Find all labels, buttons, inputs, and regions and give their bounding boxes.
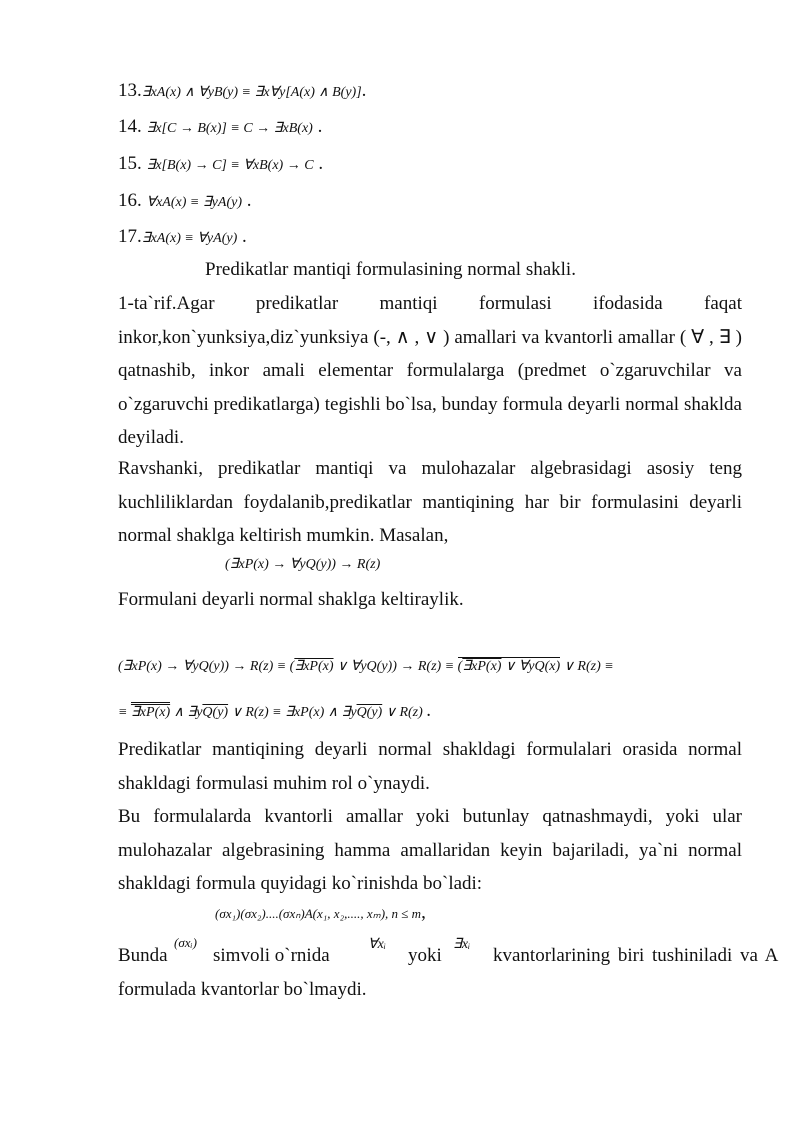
formula-13 [118,80,366,103]
bunda-text: kvantorlarining biri tushiniladi va A [493,945,779,966]
formula-16 [118,190,251,213]
bunda-line-2: formulada kvantorlar bo`lmaydi. [118,979,367,1000]
formula-number: 17. [118,226,142,247]
formula-14 [118,116,322,139]
formula-number: 16. [118,190,142,211]
formula-end: . [318,153,324,174]
formula-number: 15. [118,153,142,174]
paragraph-3: Formulani deyarli normal shaklga keltiraylik. [118,589,464,610]
derivation-line-1 [118,658,614,675]
normal-form-end: , [421,902,426,923]
forall-symbol: ∀xᵢ [368,937,387,952]
normal-form-expression: (σx₁)(σx₂)....(σxₙ)A(x₁, x₂,...., xₘ), n ≤ m [215,906,422,921]
derivation-part: ∧ ∃y [170,705,203,720]
bunda-word: Bunda [118,945,168,966]
formula-expression: ∃xA(x) ≡ ∀yA(y) [141,231,238,246]
normal-form-formula [215,902,426,925]
formula-expression: ∀xA(x) ≡ ∃yA(y) [146,195,242,210]
formula-number: 14. [118,116,142,137]
formula-end: . [361,80,367,101]
formula-17 [118,226,247,249]
formula-number: 13. [118,80,142,101]
bunda-text: simvoli o`rnida [213,945,330,966]
derivation-part: ( [457,659,463,674]
negated-term: Q(y) [202,705,229,720]
derivation-end: . [426,700,432,721]
sigma-symbol: (σxᵢ) [174,935,197,950]
bunda-text: yoki [408,945,442,966]
paragraph-2: Ravshanki, predikatlar mantiqi va mulohazalar algebrasidagi asosiy teng kuchliliklardan foydalanib,predikatlar mantiqining har bir formulasini deyarli normal shaklga keltirish mumkin. Masalan, [118,458,742,546]
derivation-part: ∨ R(z) ≡ [560,659,614,674]
section-title: Predikatlar mantiqi formulasining normal shakli. [205,259,576,280]
derivation-part: ∨ ∀yQ(y)) → R(z) ≡ [333,659,458,674]
derivation-part: (∃xP(x) → ∀yQ(y)) → R(z) ≡ ( [118,659,295,674]
formula-end: . [317,116,323,137]
formula-end: . [241,226,247,247]
example-formula: (∃xP(x) → ∀yQ(y)) → R(z) [225,557,381,572]
paragraph-5: Bu formulalarda kvantorli amallar yoki butunlay qatnashmaydi, yoki ular mulohazalar algebrasining hamma amallaridan keyin bajariladi, ya`ni normal shakldagi formula quyidagi ko`rinishda bo`ladi: [118,806,742,894]
double-negated-term: ∃xP(x) [130,705,171,720]
derivation-part: ∨ R(z) ≡ ∃xP(x) ∧ ∃y [228,705,357,720]
definition-paragraph: 1-ta`rif.Agar predikatlar mantiqi formulasi ifodasida faqat inkor,kon`yunksiya,diz`yunksiya (-, ∧ , ∨ ) amallari va kvantorli amallar ( ∀ , ∃ ) qatnashib, inkor amali elementar formulalarga (predmet o`zgaruvchilar va o`zgaruvchi predikatlarga) tegishli bo`lsa, bunday formula deyarli normal shaklda deyiladi. [118,293,743,448]
negated-term: ∃xP(x) [462,659,502,674]
derivation-part: ≡ [118,705,131,720]
formula-end: . [246,190,252,211]
derivation-part: ∨ R(z) [382,705,423,720]
formula-expression: ∃x[C → B(x)] ≡ C → ∃xB(x) [146,121,313,136]
negated-term: ∃xP(x) [294,659,334,674]
formula-expression: ∃xA(x) ∧ ∀yB(y) ≡ ∃x∀y[A(x) ∧ B(y)] [141,85,362,100]
exists-symbol: ∃xᵢ [453,937,471,952]
formula-15 [118,153,323,176]
formula-expression: ∃x[B(x) → C] ≡ ∀xB(x) → C [146,158,314,173]
negated-term: Q(y) [356,705,383,720]
derivation-line-2 [118,700,431,723]
paragraph-4: Predikatlar mantiqining deyarli normal shakldagi formulalari orasida normal shakldagi formulasi muhim rol o`ynaydi. [118,739,742,794]
derivation-part: ∨ ∀yQ(x) [501,659,561,674]
